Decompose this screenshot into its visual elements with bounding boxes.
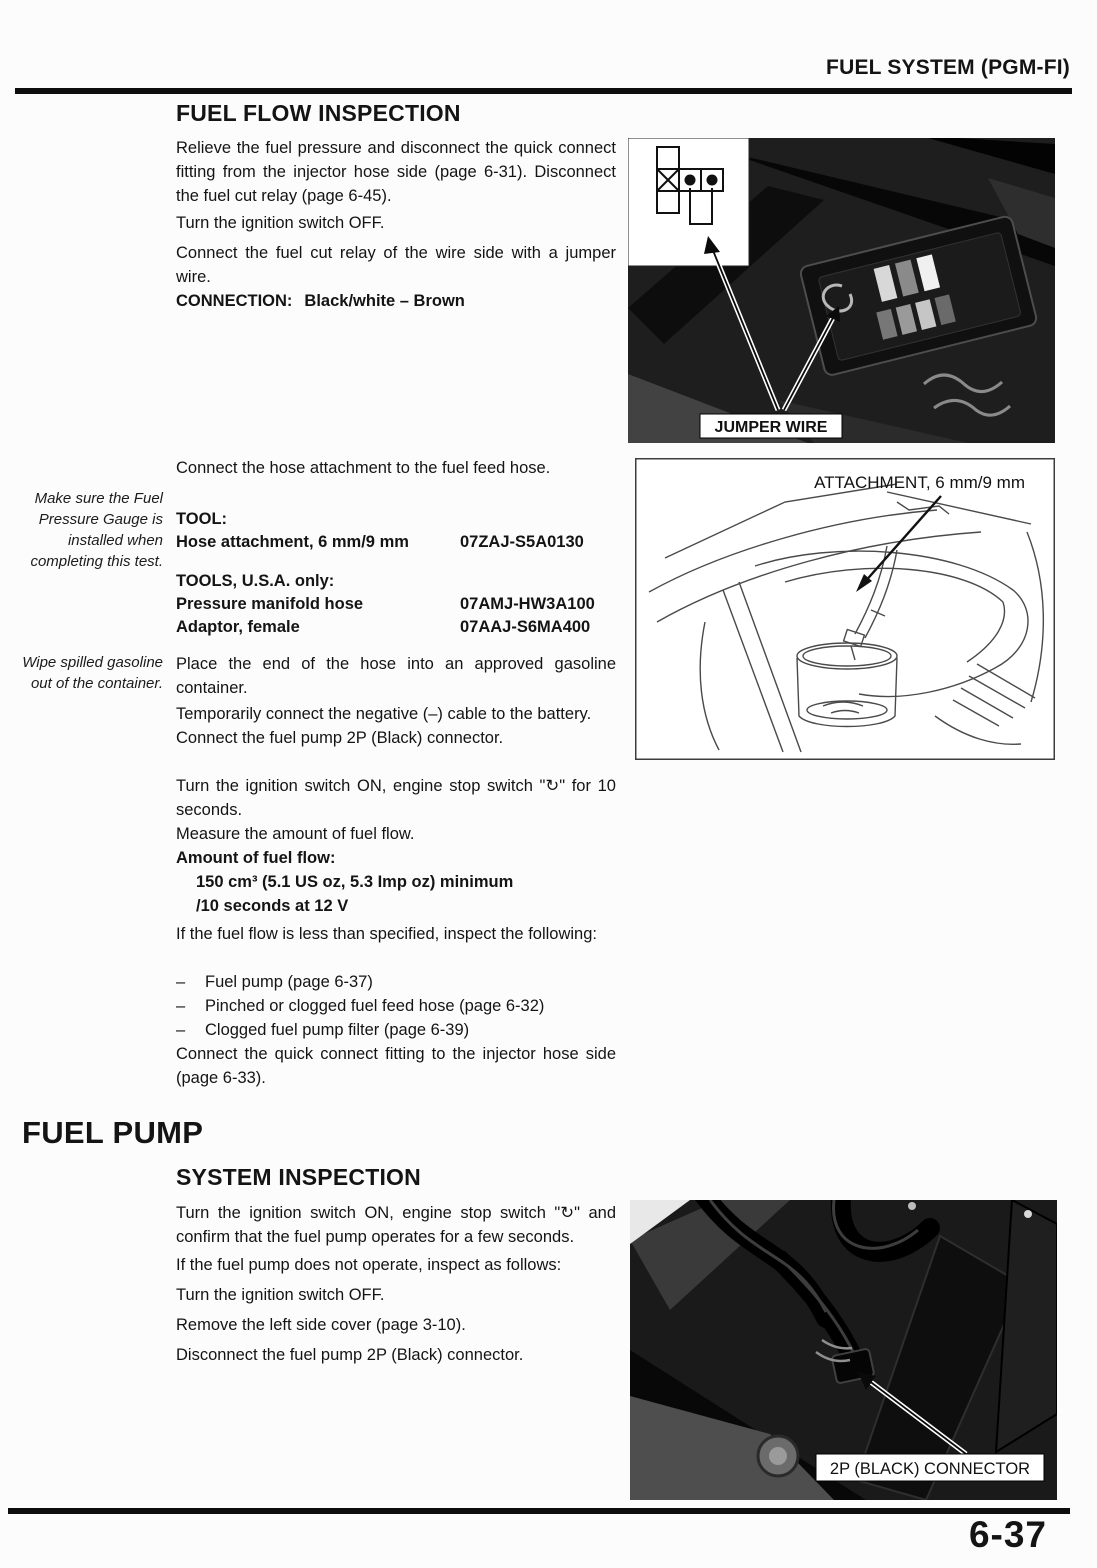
paragraph-connect-quick-fitting: Connect the quick connect fitting to the injector hose side (page 6-33). (176, 1045, 616, 1087)
list-item-text: Pinched or clogged fuel feed hose (page 6-32) (205, 997, 545, 1015)
paragraph-disconnect-2p: Disconnect the fuel pump 2P (Black) connector. (176, 1346, 524, 1364)
section-title-system-inspection: SYSTEM INSPECTION (176, 1164, 421, 1190)
paragraph-relieve-pressure: Relieve the fuel pressure and disconnect the quick connect fitting from the injector hose side (page 6-31). Disconnect the fuel cut relay (page 6-45). (176, 139, 616, 205)
fuel-flow-spec (176, 846, 616, 918)
paragraph-temporarily-connect: Temporarily connect the negative (–) cable to the battery. (176, 705, 592, 723)
connector-pin-diagram (628, 138, 749, 266)
tool-number: 07AAJ-S6MA400 (460, 618, 591, 636)
paragraph-measure-flow: Measure the amount of fuel flow. (176, 825, 415, 843)
tool-block (176, 508, 616, 554)
figure-attachment-drawing (635, 458, 1055, 760)
paragraph-battery-connector (176, 702, 616, 750)
tool-row (176, 616, 616, 639)
fuel-flow-spec-value2: /10 seconds at 12 V (196, 897, 349, 915)
section-title-fuel-pump: FUEL PUMP (22, 1115, 204, 1150)
attachment-label: ATTACHMENT, 6 mm/9 mm (814, 473, 1025, 492)
tool-name: Hose attachment, 6 mm/9 mm (176, 533, 409, 551)
margin-note-pressure-gauge: Make sure the Fuel Pressure Gauge is installed when completing this test. (30, 490, 163, 570)
page-number: 6-37 (968, 1514, 1047, 1555)
fuel-flow-spec-value: 150 cm³ (5.1 US oz, 5.3 Imp oz) minimum (196, 873, 514, 891)
connection-value: Black/white – Brown (304, 292, 465, 310)
paragraph-remove-side-cover: Remove the left side cover (page 3-10). (176, 1316, 466, 1334)
figure-2p-connector-photo (630, 1200, 1057, 1500)
tool-heading: TOOL: (176, 510, 228, 528)
list-item (176, 1018, 616, 1042)
paragraph-connect-2p: Connect the fuel pump 2P (Black) connector. (176, 729, 504, 747)
2p-connector-photo (630, 1200, 1057, 1500)
paragraph-connect-hose-attachment: Connect the hose attachment to the fuel feed hose. (176, 459, 551, 477)
tool-number: 07ZAJ-S5A0130 (460, 533, 584, 551)
tools-usa-block (176, 570, 616, 639)
section-title-fuel-flow-inspection: FUEL FLOW INSPECTION (176, 100, 461, 126)
list-dash: – (176, 1021, 186, 1039)
inspection-list (176, 970, 616, 1042)
paragraph-pump-ignition-off: Turn the ignition switch OFF. (176, 1286, 385, 1304)
margin-note-wipe-gasoline: Wipe spilled gasoline out of the container. (22, 654, 163, 692)
list-dash: – (176, 997, 186, 1015)
paragraph-pump-ignition-on: Turn the ignition switch ON, engine stop switch "↻" and confirm that the fuel pump operates for a few seconds. (176, 1204, 616, 1246)
attachment-drawing (635, 458, 1055, 760)
jumper-wire-photo (628, 138, 1055, 443)
page-header-title: FUEL SYSTEM (PGM-FI) (826, 56, 1070, 79)
tool-number: 07AMJ-HW3A100 (460, 595, 595, 613)
list-item (176, 994, 616, 1018)
list-dash: – (176, 973, 186, 991)
paragraph-place-hose: Place the end of the hose into an approved gasoline container. (176, 655, 616, 697)
list-item-text: Clogged fuel pump filter (page 6-39) (205, 1021, 470, 1039)
paragraph-ignition-on: Turn the ignition switch ON, engine stop switch "↻" for 10 seconds. (176, 777, 616, 819)
figure-jumper-wire-photo (628, 138, 1055, 443)
connector-label: 2P (BLACK) CONNECTOR (829, 1460, 1031, 1478)
jumper-wire-label: JUMPER WIRE (714, 419, 828, 436)
paragraph-if-less: If the fuel flow is less than specified, inspect the following: (176, 925, 597, 943)
paragraph-ignition-off: Turn the ignition switch OFF. (176, 214, 385, 232)
list-item-text: Fuel pump (page 6-37) (205, 973, 373, 991)
connection-spec (176, 292, 616, 311)
footer-rule (8, 1508, 1070, 1514)
paragraph-pump-not-operate: If the fuel pump does not operate, inspect as follows: (176, 1256, 562, 1274)
paragraph-jumper-wire: Connect the fuel cut relay of the wire side with a jumper wire. (176, 244, 616, 286)
tool-name: Pressure manifold hose (176, 595, 364, 613)
tools-usa-heading: TOOLS, U.S.A. only: (176, 572, 335, 590)
tool-name: Adaptor, female (176, 618, 300, 636)
connection-label: CONNECTION: (176, 292, 293, 310)
fuel-flow-spec-heading: Amount of fuel flow: (176, 849, 336, 867)
tool-row (176, 593, 616, 616)
header-rule (15, 88, 1072, 94)
tool-row (176, 531, 616, 554)
list-item (176, 970, 616, 994)
paragraph-ignition-on-measure (176, 774, 616, 846)
